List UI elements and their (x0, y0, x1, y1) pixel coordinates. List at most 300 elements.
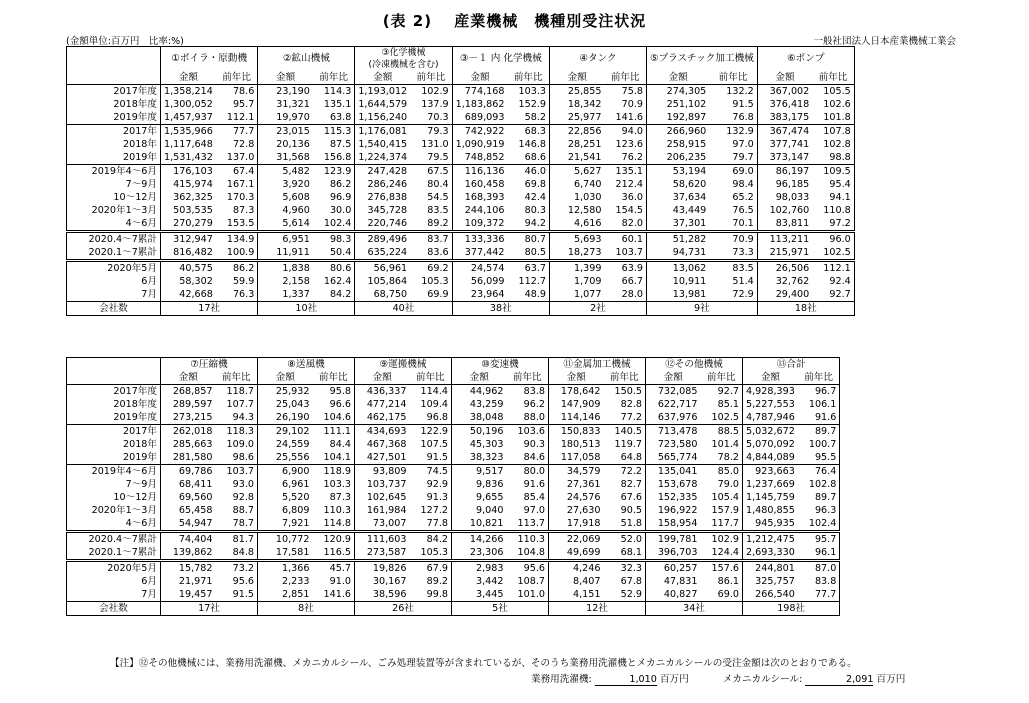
sub-item-label: 業務用洗濯機: (531, 674, 592, 685)
row-label: 2020.4～7累計 (67, 232, 161, 247)
amount-cell: 276,838 (355, 191, 410, 204)
ratio-cell: 102.5 (701, 411, 743, 425)
ratio-cell: 96.2 (507, 398, 549, 411)
amount-cell: 4,787,946 (743, 411, 798, 425)
ratio-cell: 67.4 (216, 165, 258, 179)
amount-cell: 3,920 (258, 178, 313, 191)
ratio-cell: 92.8 (216, 491, 258, 504)
ratio-cell: 88.5 (701, 425, 743, 439)
ratio-cell: 102.5 (812, 246, 854, 261)
ratio-cell: 85.4 (507, 491, 549, 504)
amount-cell: 923,663 (743, 465, 798, 479)
ratio-cell: 70.3 (410, 111, 452, 125)
amount-cell: 5,520 (258, 491, 313, 504)
company-count-row (67, 602, 840, 616)
amount-cell: 3,442 (452, 575, 507, 588)
ratio-cell: 140.5 (604, 425, 646, 439)
table-row (67, 151, 855, 165)
amount-cell: 50,196 (452, 425, 507, 439)
ratio-cell: 60.1 (604, 232, 646, 247)
amount-cell: 18,273 (549, 246, 604, 261)
ratio-cell: 30.0 (313, 204, 355, 217)
amount-cell: 114,146 (549, 411, 604, 425)
ratio-cell: 79.5 (410, 151, 452, 165)
amount-cell: 196,922 (646, 504, 701, 517)
amount-cell: 32,762 (757, 275, 812, 288)
ratio-cell: 102.8 (798, 478, 840, 491)
ratio-cell: 89.2 (410, 575, 452, 588)
row-label: 10～12月 (67, 191, 161, 204)
amount-cell: 2,158 (258, 275, 313, 288)
amount-cell: 215,971 (757, 246, 812, 261)
ratio-cell: 45.7 (313, 561, 355, 576)
ratio-cell: 89.7 (798, 425, 840, 439)
ratio-cell: 32.3 (604, 561, 646, 576)
amount-cell: 732,085 (646, 385, 701, 399)
ratio-cell: 69.2 (410, 261, 452, 276)
ratio-cell: 97.2 (812, 217, 854, 232)
amount-cell: 17,581 (258, 546, 313, 561)
row-label: 2018年度 (67, 398, 161, 411)
amount-cell: 27,630 (549, 504, 604, 517)
ratio-cell: 70.1 (709, 217, 757, 232)
amount-cell: 96,185 (757, 178, 812, 191)
ratio-header: 前年比 (410, 71, 452, 85)
ratio-cell: 95.5 (798, 451, 840, 465)
amount-cell: 29,102 (258, 425, 313, 439)
table-row (67, 532, 840, 547)
ratio-header: 前年比 (798, 371, 840, 385)
amount-header: 金額 (757, 71, 812, 85)
ratio-cell: 42.4 (507, 191, 549, 204)
ratio-cell: 85.1 (701, 398, 743, 411)
sub-item-value: 1,010 (595, 674, 657, 686)
ratio-cell: 65.2 (709, 191, 757, 204)
amount-cell: 13,062 (646, 261, 709, 276)
table-row (67, 411, 840, 425)
amount-cell: 367,474 (757, 125, 812, 139)
amount-cell: 19,457 (161, 588, 216, 602)
amount-cell: 367,002 (757, 85, 812, 99)
ratio-cell: 114.4 (410, 385, 452, 399)
amount-cell: 244,801 (743, 561, 798, 576)
amount-cell: 345,728 (355, 204, 410, 217)
amount-cell: 362,325 (161, 191, 216, 204)
row-label: 7月 (67, 588, 161, 602)
amount-cell: 27,361 (549, 478, 604, 491)
amount-cell: 5,608 (258, 191, 313, 204)
ratio-cell: 51.8 (604, 517, 646, 532)
amount-cell: 68,411 (161, 478, 216, 491)
ratio-cell: 84.2 (313, 288, 355, 302)
ratio-cell: 95.7 (216, 98, 258, 111)
row-label: 2020.1～7累計 (67, 546, 161, 561)
amount-cell: 5,627 (549, 165, 604, 179)
ratio-cell: 162.4 (313, 275, 355, 288)
amount-cell: 2,693,330 (743, 546, 798, 561)
amount-cell: 1,090,919 (452, 138, 507, 151)
ratio-cell: 66.7 (604, 275, 646, 288)
ratio-cell: 127.2 (410, 504, 452, 517)
ratio-cell: 212.4 (604, 178, 646, 191)
amount-cell: 43,259 (452, 398, 507, 411)
ratio-cell: 109.0 (216, 438, 258, 451)
ratio-cell: 72.8 (216, 138, 258, 151)
ratio-cell: 84.2 (410, 532, 452, 547)
amount-cell: 1,237,669 (743, 478, 798, 491)
ratio-cell: 70.9 (604, 98, 646, 111)
table-row (67, 288, 855, 302)
amount-cell: 34,579 (549, 465, 604, 479)
ratio-cell: 103.7 (604, 246, 646, 261)
ratio-cell: 81.7 (216, 532, 258, 547)
amount-cell: 23,964 (452, 288, 507, 302)
amount-cell: 153,678 (646, 478, 701, 491)
ratio-cell: 110.8 (812, 204, 854, 217)
ratio-cell: 114.3 (313, 85, 355, 99)
category-header: ①ボイラ・原動機 (161, 47, 258, 72)
ratio-cell: 91.5 (410, 451, 452, 465)
amount-cell: 68,750 (355, 288, 410, 302)
amount-cell: 1,709 (549, 275, 604, 288)
ratio-cell: 90.5 (604, 504, 646, 517)
ratio-cell: 67.9 (410, 561, 452, 576)
category-header: ⑨運搬機械 (355, 358, 452, 372)
amount-cell: 54,947 (161, 517, 216, 532)
ratio-cell: 100.9 (216, 246, 258, 261)
amount-cell: 273,587 (355, 546, 410, 561)
ratio-cell: 83.7 (410, 232, 452, 247)
amount-cell: 1,212,475 (743, 532, 798, 547)
table-row (67, 204, 855, 217)
ratio-cell: 74.5 (410, 465, 452, 479)
amount-cell: 58,302 (161, 275, 216, 288)
amount-header: 金額 (161, 71, 216, 85)
ratio-cell: 92.7 (701, 385, 743, 399)
amount-cell: 281,580 (161, 451, 216, 465)
ratio-cell: 116.5 (313, 546, 355, 561)
ratio-cell: 67.5 (410, 165, 452, 179)
amount-cell: 4,246 (549, 561, 604, 576)
company-count: 2社 (549, 302, 646, 316)
row-label: 2018年 (67, 138, 161, 151)
company-label: 会社数 (67, 302, 161, 316)
ratio-cell: 94.3 (216, 411, 258, 425)
table-row (67, 125, 855, 139)
amount-cell: 180,513 (549, 438, 604, 451)
table-row (67, 275, 855, 288)
category-header: ②鉱山機械 (258, 47, 355, 72)
ratio-header: 前年比 (709, 71, 757, 85)
amount-cell: 6,809 (258, 504, 313, 517)
ratio-cell: 141.6 (604, 111, 646, 125)
ratio-cell: 77.7 (216, 125, 258, 139)
ratio-cell: 78.7 (216, 517, 258, 532)
ratio-cell: 87.3 (216, 204, 258, 217)
amount-header: 金額 (743, 371, 798, 385)
table-row (67, 246, 855, 261)
ratio-cell: 91.5 (216, 588, 258, 602)
ratio-cell: 103.3 (507, 85, 549, 99)
ratio-cell: 95.7 (798, 532, 840, 547)
amount-cell: 9,836 (452, 478, 507, 491)
ratio-cell: 104.6 (313, 411, 355, 425)
ratio-cell: 118.3 (216, 425, 258, 439)
ratio-cell: 52.0 (604, 532, 646, 547)
ratio-cell: 76.3 (216, 288, 258, 302)
ratio-cell: 77.2 (604, 411, 646, 425)
table-row (67, 85, 855, 99)
ratio-cell: 96.8 (410, 411, 452, 425)
ratio-cell: 105.3 (410, 546, 452, 561)
ratio-cell: 78.2 (701, 451, 743, 465)
ratio-cell: 97.0 (709, 138, 757, 151)
amount-header: 金額 (161, 371, 216, 385)
amount-cell: 1,535,966 (161, 125, 216, 139)
ratio-cell: 69.0 (701, 588, 743, 602)
amount-cell: 43,449 (646, 204, 709, 217)
amount-cell: 713,478 (646, 425, 701, 439)
amount-cell: 17,918 (549, 517, 604, 532)
ratio-cell: 89.2 (410, 217, 452, 232)
ratio-cell: 156.8 (313, 151, 355, 165)
amount-cell: 2,983 (452, 561, 507, 576)
amount-header: 金額 (549, 71, 604, 85)
ratio-cell: 87.5 (313, 138, 355, 151)
amount-cell: 28,251 (549, 138, 604, 151)
amount-cell: 434,693 (355, 425, 410, 439)
sub-item-unit: 百万円 (659, 674, 689, 685)
amount-cell: 1,193,012 (355, 85, 410, 99)
amount-cell: 26,506 (757, 261, 812, 276)
ratio-cell: 52.9 (604, 588, 646, 602)
ratio-cell: 80.4 (410, 178, 452, 191)
amount-cell: 86,197 (757, 165, 812, 179)
ratio-cell: 103.3 (313, 478, 355, 491)
amount-cell: 1,183,862 (452, 98, 507, 111)
row-label: 2020年5月 (67, 561, 161, 576)
category-header: ⑫その他機械 (646, 358, 743, 372)
ratio-cell: 76.5 (709, 204, 757, 217)
ratio-cell: 102.6 (812, 98, 854, 111)
ratio-header: 前年比 (507, 71, 549, 85)
table-row (67, 504, 840, 517)
amount-cell: 285,663 (161, 438, 216, 451)
amount-cell: 1,077 (549, 288, 604, 302)
ratio-cell: 107.8 (812, 125, 854, 139)
amount-cell: 10,821 (452, 517, 507, 532)
ratio-cell: 157.6 (701, 561, 743, 576)
company-count: 5社 (452, 602, 549, 616)
amount-cell: 1,366 (258, 561, 313, 576)
amount-cell: 5,693 (549, 232, 604, 247)
amount-cell: 23,015 (258, 125, 313, 139)
amount-header: 金額 (355, 71, 410, 85)
amount-cell: 74,404 (161, 532, 216, 547)
row-label: 6月 (67, 575, 161, 588)
row-label: 2017年 (67, 125, 161, 139)
ratio-cell: 68.6 (507, 151, 549, 165)
amount-cell: 373,147 (757, 151, 812, 165)
amount-cell: 22,856 (549, 125, 604, 139)
category-header: ⑪金属加工機械 (549, 358, 646, 372)
ratio-cell: 95.8 (313, 385, 355, 399)
ratio-cell: 119.7 (604, 438, 646, 451)
ratio-cell: 92.7 (812, 288, 854, 302)
ratio-cell: 146.8 (507, 138, 549, 151)
ratio-cell: 69.8 (507, 178, 549, 191)
ratio-cell: 124.4 (701, 546, 743, 561)
amount-cell: 4,960 (258, 204, 313, 217)
amount-cell: 9,655 (452, 491, 507, 504)
ratio-cell: 112.1 (216, 111, 258, 125)
amount-cell: 244,106 (452, 204, 507, 217)
row-label: 2020.4～7累計 (67, 532, 161, 547)
ratio-cell: 91.6 (507, 478, 549, 491)
row-label: 2019年 (67, 151, 161, 165)
ratio-cell: 102.4 (798, 517, 840, 532)
ratio-header: 前年比 (410, 371, 452, 385)
amount-cell: 5,482 (258, 165, 313, 179)
amount-cell: 262,018 (161, 425, 216, 439)
amount-header: 金額 (452, 71, 507, 85)
ratio-cell: 141.6 (313, 588, 355, 602)
amount-cell: 192,897 (646, 111, 709, 125)
amount-cell: 748,852 (452, 151, 507, 165)
row-label: 2020年1～3月 (67, 204, 161, 217)
ratio-cell: 84.4 (313, 438, 355, 451)
ratio-cell: 105.4 (701, 491, 743, 504)
amount-cell: 102,645 (355, 491, 410, 504)
ratio-cell: 48.9 (507, 288, 549, 302)
ratio-cell: 77.7 (798, 588, 840, 602)
row-label: 2019年度 (67, 111, 161, 125)
ratio-cell: 123.6 (604, 138, 646, 151)
ratio-cell: 112.1 (812, 261, 854, 276)
row-label: 7月 (67, 288, 161, 302)
amount-cell: 38,323 (452, 451, 507, 465)
table-row (67, 491, 840, 504)
ratio-cell: 102.8 (812, 138, 854, 151)
ratio-cell: 98.4 (709, 178, 757, 191)
ratio-cell: 103.7 (216, 465, 258, 479)
amount-cell: 6,961 (258, 478, 313, 491)
amount-cell: 20,136 (258, 138, 313, 151)
ratio-cell: 86.1 (701, 575, 743, 588)
amount-cell: 774,168 (452, 85, 507, 99)
amount-cell: 37,634 (646, 191, 709, 204)
ratio-header: 前年比 (313, 71, 355, 85)
row-label: 2019年4～6月 (67, 165, 161, 179)
amount-cell: 56,961 (355, 261, 410, 276)
ratio-cell: 87.0 (798, 561, 840, 576)
ratio-cell: 115.3 (313, 125, 355, 139)
ratio-cell: 132.9 (709, 125, 757, 139)
ratio-cell: 114.8 (313, 517, 355, 532)
amount-cell: 13,981 (646, 288, 709, 302)
ratio-cell: 67.6 (604, 491, 646, 504)
ratio-cell: 80.6 (313, 261, 355, 276)
ratio-cell: 67.8 (604, 575, 646, 588)
ratio-cell: 91.0 (313, 575, 355, 588)
amount-cell: 133,336 (452, 232, 507, 247)
amount-cell: 105,864 (355, 275, 410, 288)
ratio-cell: 72.2 (604, 465, 646, 479)
amount-cell: 635,224 (355, 246, 410, 261)
amount-cell: 158,954 (646, 517, 701, 532)
amount-cell: 689,093 (452, 111, 507, 125)
ratio-cell: 88.7 (216, 504, 258, 517)
company-count: 18社 (757, 302, 854, 316)
table-row (67, 398, 840, 411)
ratio-cell: 123.9 (313, 165, 355, 179)
amount-cell: 286,246 (355, 178, 410, 191)
ratio-cell: 134.9 (216, 232, 258, 247)
ratio-cell: 117.7 (701, 517, 743, 532)
amount-cell: 38,596 (355, 588, 410, 602)
ratio-cell: 96.0 (812, 232, 854, 247)
amount-cell: 4,844,089 (743, 451, 798, 465)
amount-cell: 220,746 (355, 217, 410, 232)
ratio-cell: 86.2 (313, 178, 355, 191)
ratio-cell: 80.5 (507, 246, 549, 261)
ratio-cell: 83.6 (410, 246, 452, 261)
amount-cell: 14,266 (452, 532, 507, 547)
amount-cell: 178,642 (549, 385, 604, 399)
ratio-cell: 79.7 (709, 151, 757, 165)
amount-cell: 24,559 (258, 438, 313, 451)
table-row (67, 561, 840, 576)
unit-label: (金額単位:百万円 比率:%) (66, 36, 184, 47)
amount-cell: 266,540 (743, 588, 798, 602)
company-count: 8社 (258, 602, 355, 616)
amount-cell: 945,935 (743, 517, 798, 532)
ratio-cell: 63.7 (507, 261, 549, 276)
amount-cell: 723,580 (646, 438, 701, 451)
footnote: 【注】⑫その他機械には、業務用洗濯機、メカニカルシール、ごみ処理装置等が含まれているが、そのうち業務用洗濯機とメカニカルシールの受注金額は次のとおりである。 (110, 658, 857, 669)
ratio-cell: 104.1 (313, 451, 355, 465)
ratio-cell: 109.5 (812, 165, 854, 179)
amount-cell: 2,851 (258, 588, 313, 602)
amount-cell: 83,811 (757, 217, 812, 232)
amount-cell: 51,282 (646, 232, 709, 247)
amount-cell: 176,103 (161, 165, 216, 179)
amount-cell: 742,922 (452, 125, 507, 139)
row-label: 2018年 (67, 438, 161, 451)
amount-cell: 462,175 (355, 411, 410, 425)
amount-cell: 258,915 (646, 138, 709, 151)
amount-cell: 1,838 (258, 261, 313, 276)
ratio-cell: 83.8 (507, 385, 549, 399)
ratio-cell: 79.3 (410, 125, 452, 139)
ratio-cell: 95.6 (507, 561, 549, 576)
amount-cell: 49,699 (549, 546, 604, 561)
category-header: ⑩変速機 (452, 358, 549, 372)
ratio-cell: 72.9 (709, 288, 757, 302)
ratio-cell: 76.4 (798, 465, 840, 479)
ratio-cell: 137.0 (216, 151, 258, 165)
amount-cell: 4,928,393 (743, 385, 798, 399)
amount-cell: 23,190 (258, 85, 313, 99)
category-header: ③－１ 内 化学機械 (452, 47, 549, 72)
ratio-cell: 78.6 (216, 85, 258, 99)
ratio-cell: 80.7 (507, 232, 549, 247)
ratio-cell: 118.7 (216, 385, 258, 399)
ratio-cell: 94.2 (507, 217, 549, 232)
amount-cell: 1,145,759 (743, 491, 798, 504)
amount-cell: 69,786 (161, 465, 216, 479)
company-count: 12社 (549, 602, 646, 616)
